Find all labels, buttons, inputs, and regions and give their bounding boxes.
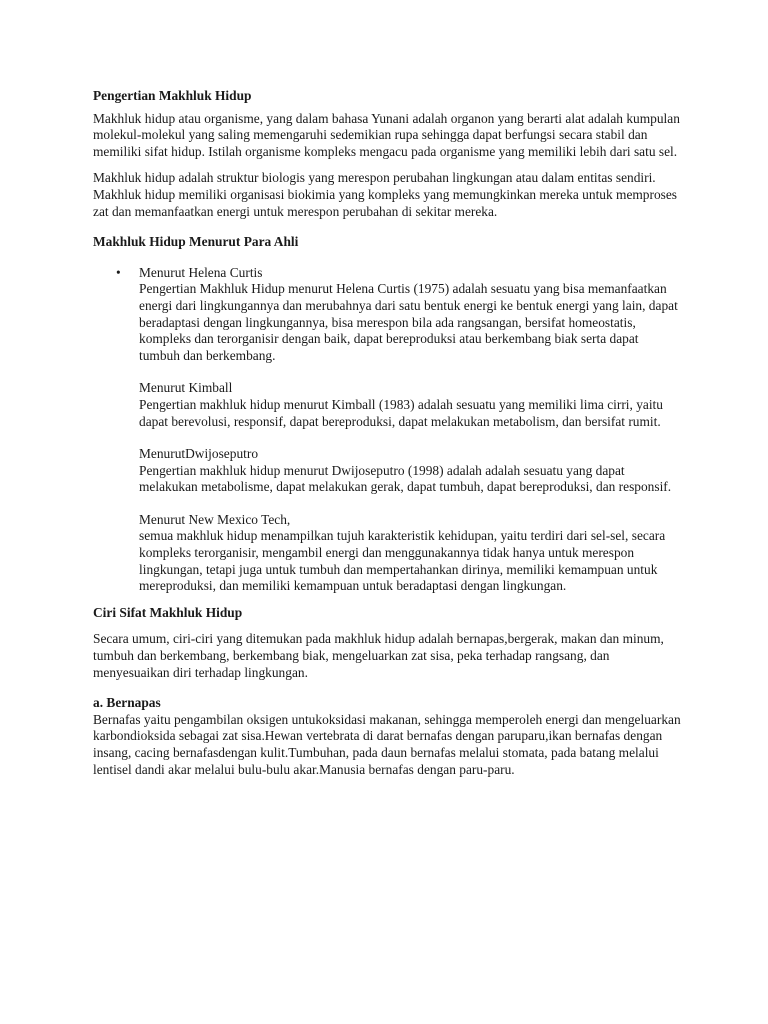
expert-name: Menurut Kimball <box>139 380 233 396</box>
list-item <box>93 512 683 595</box>
expert-name: Menurut Helena Curtis <box>139 264 263 280</box>
experts-list <box>93 265 683 595</box>
document-page <box>93 88 683 778</box>
subheading-bernapas: a. Bernapas <box>93 695 161 711</box>
paragraph-ciri-umum: Secara umum, ciri-ciri yang ditemukan pada makhluk hidup adalah bernapas,bergerak, makan dan minum, tumbuh dan berkembang, berkembang biak, mengeluarkan zat sisa, peka terhadap rangsang, dan menyesuaikan diri terhadap lingkungan. <box>93 631 664 680</box>
paragraph-definition-2: Makhluk hidup adalah struktur biologis yang merespon perubahan lingkungan atau dalam entitas sendiri. Makhluk hidup memiliki organisasi biokimia yang kompleks yang memungkinkan mereka untuk memproses zat dan memanfaatkan energi untuk merespon perubahan di sekitar mereka. <box>93 170 678 219</box>
expert-definition: Pengertian Makhluk Hidup menurut Helena Curtis (1975) adalah sesuatu yang bisa memanfaatkan energi dari lingkungannya dan merubahnya dari satu bentuk energi ke bentuk energi yang lain, dapat beradaptasi dengan lingkungannya, bisa merespon bila ada rangsangan, bersifat homeostatis, kompleks dan terorganisir dengan baik, dapat bereproduksi atau berkembang biak serta dapat tumbuh dan berkembang. <box>139 281 678 363</box>
heading-menurut-para-ahli: Makhluk Hidup Menurut Para Ahli <box>93 234 299 250</box>
heading-pengertian: Pengertian Makhluk Hidup <box>93 88 252 103</box>
expert-definition: semua makhluk hidup menampilkan tujuh karakteristik kehidupan, yaitu terdiri dari sel-sel, secara kompleks terorganisir, mengambil energi dan menggunakannya tidak hanya untuk merespon lingkungan, tetapi juga untuk tumbuh dan mempertahankan dirinya, memiliki kemampuan untuk mereproduksi, dan memiliki kemampuan untuk beradaptasi dengan lingkungan. <box>139 528 666 594</box>
expert-name: Menurut New Mexico Tech, <box>139 511 291 527</box>
heading-ciri-sifat: Ciri Sifat Makhluk Hidup <box>93 604 243 620</box>
paragraph-definition-1: Makhluk hidup atau organisme, yang dalam bahasa Yunani adalah organon yang berarti alat adalah kumpulan molekul-molekul yang saling memengaruhi sedemikian rupa sehingga dapat berfungsi secara stabil dan memiliki sifat hidup. Istilah organisme kompleks mengacu pada organisme yang memiliki lebih dari satu sel. <box>93 110 680 159</box>
list-item <box>93 265 683 365</box>
list-item <box>93 446 683 496</box>
expert-name: MenurutDwijoseputro <box>139 446 259 462</box>
paragraph-bernapas: Bernafas yaitu pengambilan oksigen untukoksidasi makanan, sehingga memperoleh energi dan mengeluarkan karbondioksida sebagai zat sisa.Hewan vertebrata di darat bernafas dengan paruparu,ikan bernafas dengan insang, cacing bernafasdengan kulit.Tumbuhan, pada daun bernafas melalui stomata, pada batang melalui lentisel dandi akar melalui bulu-bulu akar.Manusia bernafas dengan paru-paru. <box>93 711 681 777</box>
expert-definition: Pengertian makhluk hidup menurut Dwijoseputro (1998) adalah adalah sesuatu yang dapat melakukan metabolisme, dapat melakukan gerak, dapat tumbuh, dapat bereproduksi, dan responsif. <box>139 462 672 495</box>
list-item <box>93 380 683 430</box>
expert-definition: Pengertian makhluk hidup menurut Kimball (1983) adalah sesuatu yang memiliki lima cirri, yaitu dapat berevolusi, responsif, dapat bereproduksi, dapat melakukan metabolism, dan bersifat rumit. <box>139 396 663 429</box>
bullet-icon: • <box>116 264 121 280</box>
